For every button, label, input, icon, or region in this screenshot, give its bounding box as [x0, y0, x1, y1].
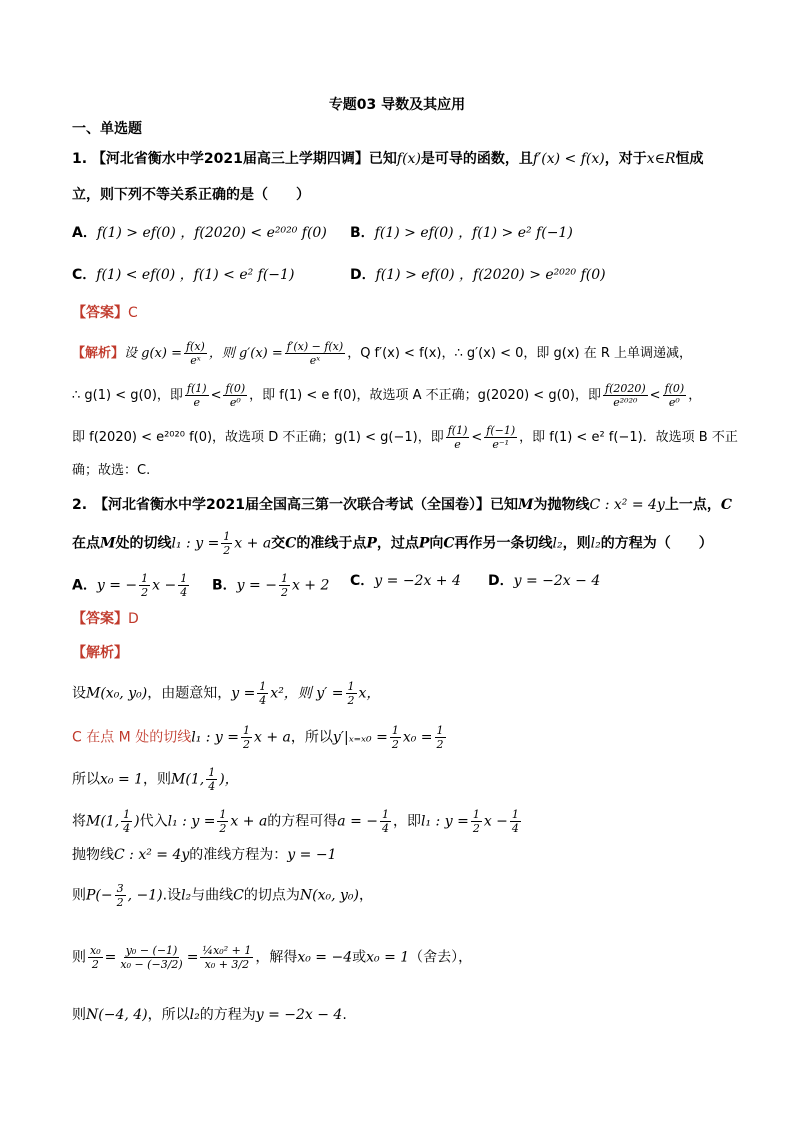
q1-stem-line2: 立，则下列不等关系正确的是（ ） — [72, 187, 310, 203]
fraction: $\frac{f'(x) - f(x)}{\text{eˣ}}$ — [286, 340, 344, 367]
q2-solution-line5: 抛物线C : x² = 4y的准线方程为：y = −1 — [72, 847, 337, 863]
q2-option-c[interactable]: C．y = −2x + 4 — [350, 573, 461, 589]
q2-solution-line6: 则P(− $\frac{3}{2}$ , −1).设l₂与曲线C的切点为N(x₀, y₀)， — [72, 882, 373, 909]
q2-stem-line2: 在点M处的切线l₁ : y = $\frac{1}{2}$ x + a交C的准线于点P，过点P向C再作另一条切线l₂，则l₂的方程为（ ） — [72, 530, 713, 557]
q1-text: 恒成 — [675, 151, 704, 167]
q2-solution-line7: 则 $\frac{\text{x₀}}{2}$ = $\frac{\text{y₀ − (−1)}}{\text{x₀ − (−3/2)}}$ = $\frac{\text{¼x₀² + 1}}{\text{x₀ + 3/2}}$ ，解得x₀ = −4或x₀ = 1（舍去）， — [72, 944, 473, 971]
q1-math-domain: x∈R — [646, 151, 676, 167]
q2-solution-line1: 设M(x₀, y₀)，由题意知，y = $\frac{1}{4}$ x²，则 y′ = $\frac{1}{2}$ x， — [72, 680, 381, 707]
q1-answer — [72, 304, 138, 322]
option-label: D． — [350, 267, 376, 283]
q1-text: 是可导的函数，且 — [420, 151, 533, 167]
math: ，则 g′(x) = — [208, 346, 283, 361]
document-title: 专题03 导数及其应用 — [328, 97, 466, 113]
option-text: f(1) > ef(0) ，f(2020) < e²⁰²⁰ f(0) — [96, 225, 327, 241]
q1-stem-line1 — [72, 150, 704, 168]
q1-source: 【河北省衡水中学2021届高三上学期四调】已知 — [91, 151, 397, 167]
fraction: $\frac{f(x)}{\text{eˣ}}$ — [185, 340, 205, 367]
option-label: A． — [72, 225, 97, 241]
q2-option-d[interactable]: D．y = −2x − 4 — [488, 573, 601, 589]
option-label: B． — [350, 225, 375, 241]
answer-label: 【答案】 — [72, 305, 128, 321]
q1-analysis-line4: 确；故选：C. — [72, 463, 151, 478]
q1-analysis-line1 — [72, 340, 692, 367]
option-text: f(1) > ef(0) ，f(2020) > e²⁰²⁰ f(0) — [375, 267, 606, 283]
q2-option-b[interactable]: B．y = − $\frac{1}{2}$ x + 2 — [212, 572, 330, 599]
q1-text: ，对于 — [604, 151, 647, 167]
q2-option-a[interactable]: A．y = − $\frac{1}{2}$ x − $\frac{1}{4}$ — [72, 572, 188, 599]
q1-math-fx: f(x) — [396, 151, 421, 167]
q1-analysis-line3: 即 f(2020) < e²⁰²⁰ f(0)，故选项 D 不正确；g(1) < g(−1)，即 $\frac{f(1)}{e}$ < $\frac{f(-1)}{\text{e⁻¹}}$ ，即 f(1) < e² f(−1)．故选项 B 不正 — [72, 424, 738, 451]
q2-answer: 【答案】D — [72, 611, 139, 627]
option-label: C． — [72, 267, 97, 283]
section-heading: 一、单选题 — [72, 121, 142, 137]
q2-solution-line4: 将M(1, $\frac{1}{4}$ )代入l₁ : y = $\frac{1}{2}$ x + a的方程可得a = − $\frac{1}{4}$ ，即l₁ : y = $\frac{1}{2}$ x − $\frac{1}{4}$ — [72, 808, 519, 835]
q1-option-d[interactable] — [350, 266, 606, 284]
option-text: f(1) > ef(0) ，f(1) > e² f(−1) — [374, 225, 573, 241]
q1-number: 1. — [72, 151, 88, 167]
q2-solution-line8: 则N(−4, 4)，所以l₂的方程为y = −2x − 4. — [72, 1007, 347, 1023]
q1-option-b[interactable] — [350, 224, 573, 242]
q2-solution-line2: C 在点 M 处的切线l₁ : y = $\frac{1}{2}$ x + a，所以y′|ₓ₌ₓ₀ = $\frac{1}{2}$ x₀ = $\frac{1}{2}$ — [72, 724, 444, 751]
q2-analysis-label: 【解析】 — [72, 645, 128, 661]
q1-option-a[interactable] — [72, 224, 327, 242]
math: 设 g(x) = — [124, 346, 182, 361]
option-text: f(1) < ef(0) ，f(1) < e² f(−1) — [96, 267, 295, 283]
q1-math-ineq: f′(x) < f(x) — [532, 151, 605, 167]
q1-option-c[interactable] — [72, 266, 294, 284]
q1-analysis-line2: ∴ g(1) < g(0)，即 $\frac{f(1)}{e}$ < $\frac{f(0)}{\text{e⁰}}$ ，即 f(1) < e f(0)，故选项 A 不正确；g(2020) < g(0)，即 $\frac{f(2020)}{\text{e²⁰²⁰}}$ < $\frac{f(0)}{\text{e⁰}}$ ， — [72, 382, 702, 409]
q2-solution-line3: 所以x₀ = 1，则M(1, $\frac{1}{4}$ )， — [72, 766, 239, 793]
answer-value: C — [128, 305, 138, 321]
analysis-text: ，Q f′(x) < f(x)，∴ g′(x) < 0，即 g(x) 在 R 上单调递减， — [347, 346, 693, 361]
analysis-label: 【解析】 — [72, 346, 125, 361]
q2-stem-line1: 2. 【河北省衡水中学2021届全国高三第一次联合考试（全国卷）】已知M为抛物线C : x² = 4y上一点，C — [72, 497, 732, 513]
